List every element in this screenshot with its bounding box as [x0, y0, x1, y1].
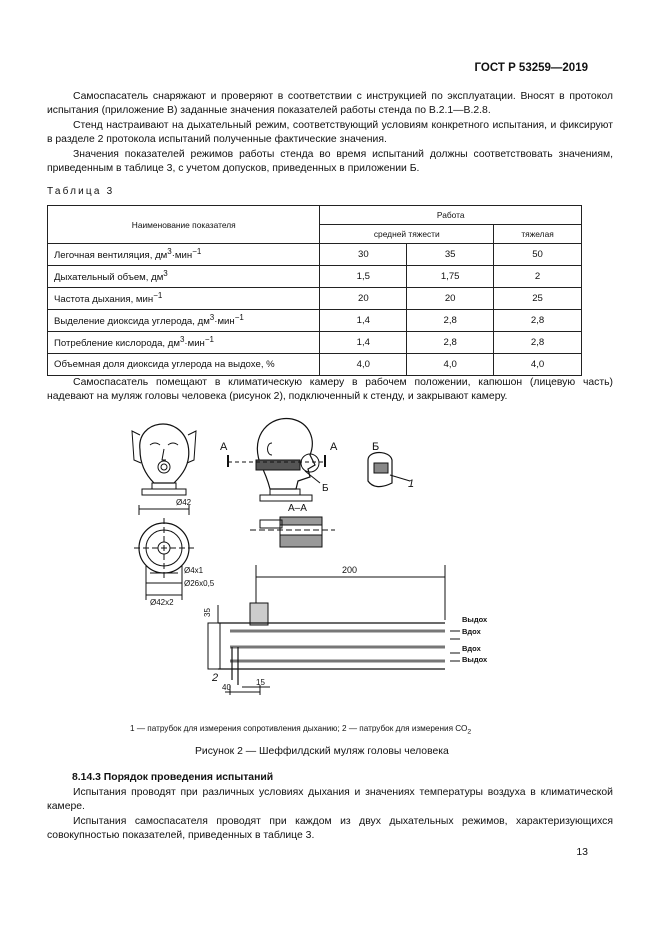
- label-dia4x1: Ø4х1: [184, 566, 204, 575]
- label-exhale-2: Выдох: [462, 655, 488, 664]
- label-inhale-1: Вдох: [462, 627, 481, 636]
- table-row: Частота дыхания, мин$^{-1}$ 20 20 25: [48, 288, 582, 310]
- figure-legend: 1 — патрубок для измерения сопротивления дыханию; 2 — патрубок для измерения $СО_2$: [130, 724, 472, 736]
- table-row: Потребление кислорода, $дм^3\cdot мин^{-1}$ 1,4 2,8 2,8: [48, 332, 582, 354]
- label-b-view: Б: [372, 441, 380, 453]
- section-paragraph-1: Испытания проводят при различных условиях дыхания и значениях температуры воздуха в климатической камере.: [47, 787, 613, 813]
- table-header-heavy: тяжелая: [494, 225, 582, 244]
- paragraph-after-table: Самоспасатель помещают в климатическую камеру в рабочем положении, капюшон (лицевую часть) надевают на муляж головы человека (рисунок 2), подключенный к стенду, и закрывают камеру.: [47, 377, 613, 403]
- label-dim15: 15: [256, 678, 265, 687]
- side-head-view: [228, 418, 325, 501]
- label-b-mark: Б: [322, 483, 329, 494]
- label-section-aa: А–А: [288, 503, 307, 514]
- label-a-left: А: [220, 441, 228, 453]
- table-row: Выделение диоксида углерода, $дм^3\cdot мин^{-1}$ 1,4 2,8 2,8: [48, 310, 582, 332]
- figure-title: Рисунок 2 — Шеффилдский муляж головы человека: [195, 746, 449, 757]
- label-a-right: А: [330, 441, 338, 453]
- label-dia42: Ø42: [176, 498, 192, 507]
- figure-2-drawing: [110, 405, 510, 695]
- paragraph-3: Значения показателей режимов работы стенда во время испытаний должны соответствовать значениям, приведенным в таблице 3, с учетом допусков, приведенных в приложении Б.: [47, 149, 613, 175]
- table-3: [47, 205, 582, 376]
- label-dim40: 40: [222, 683, 231, 692]
- label-dim200: 200: [342, 565, 358, 575]
- label-num-2: 2: [212, 672, 219, 684]
- paragraph-2: Стенд настраивают на дыхательный режим, соответствующий условиям конкретного испытания, и фиксируют в разделе 2 протокола испытаний полученные фактические значения.: [47, 120, 613, 146]
- table-header-param: Наименование показателя: [48, 206, 320, 244]
- label-num-1: 1: [408, 478, 415, 490]
- label-exhale-1: Выдох: [462, 615, 488, 624]
- section-paragraph-2: Испытания самоспасателя проводят при каждом из двух дыхательных режимов, характеризующихся совокупностью показателей, приведенных в таблице 3.: [47, 816, 613, 842]
- tube-assembly: [208, 565, 460, 695]
- label-dia42x2: Ø42х2: [150, 598, 174, 607]
- table-header-medium: средней тяжести: [320, 225, 494, 244]
- section-heading: 8.14.3 Порядок проведения испытаний: [72, 772, 274, 783]
- standard-header: ГОСТ Р 53259—2019: [474, 62, 588, 74]
- page-number: 13: [576, 846, 588, 858]
- label-dia26: Ø26х0,5: [184, 579, 215, 588]
- paragraph-1: Самоспасатель снаряжают и проверяют в соответствии с инструкцией по эксплуатации. Вносят в протокол испытания (приложение В) заданные значения показателей работы стенда по В.2.1—В.2.8.: [47, 91, 613, 117]
- table-header-work: Работа: [320, 206, 582, 225]
- label-inhale-2: Вдох: [462, 644, 481, 653]
- table-caption: Таблица 3: [47, 186, 115, 197]
- section-a-a: [250, 517, 335, 547]
- label-dim35: 35: [203, 608, 212, 617]
- table-row: Дыхательный объем, $дм^3$ 1,5 1,75 2: [48, 266, 582, 288]
- table-row: Объемная доля диоксида углерода на выдохе, % 4,0 4,0 4,0: [48, 354, 582, 376]
- front-head-view: [132, 424, 196, 495]
- view-b: [368, 453, 410, 487]
- table-row: Легочная вентиляция, $дм^3\cdot мин^{-1}$ 30 35 50: [48, 244, 582, 266]
